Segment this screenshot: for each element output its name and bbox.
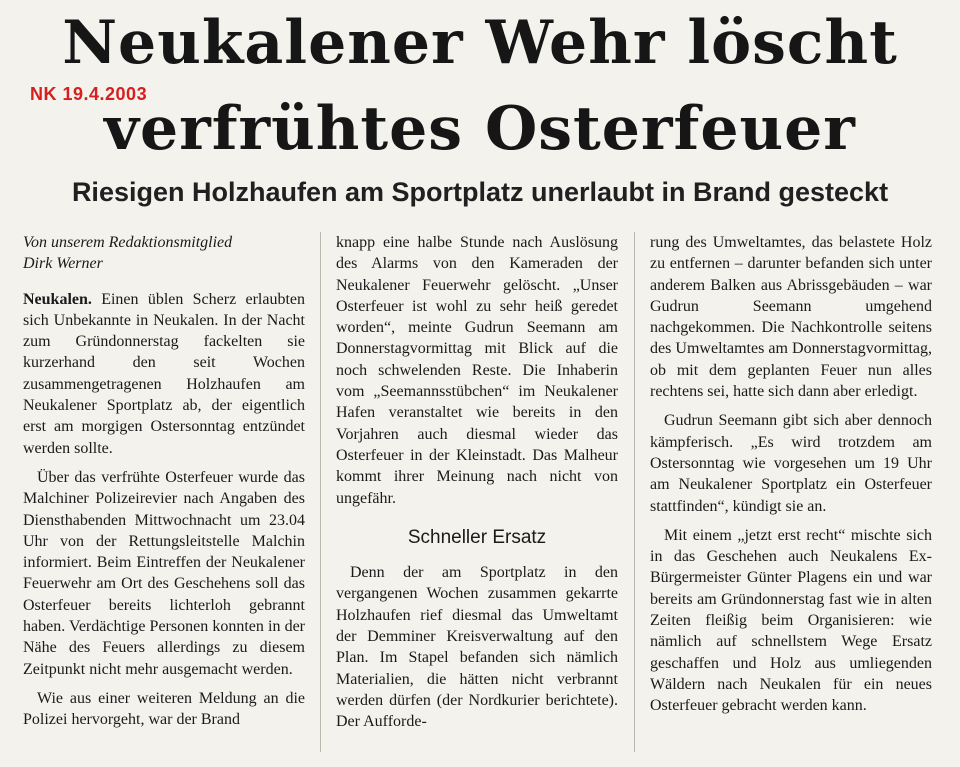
paragraph-continued: Wie aus einer weiteren Meldung an die Polizei hervorgeht, war der Brand [23,689,305,729]
paragraph-continued: knapp eine halbe Stunde nach Auslösung des Alarms von den Kameraden der Neukalener Feuerwehr gelöscht. „Unser Osterfeuer ist wohl zu sehr heiß geredet worden“, meinte Gudrun Seemann am Donnerstagvormittag mit Blick auf die noch schwelenden Reste. Die Inhaberin vom „Seemannsstübchen“ im Neukalener Hafen veranstaltet wie bereits in den Vorjahren auch diesmal wieder das Osterfeuer in der Kleinstadt. Das Malheur kommt ihrer Meinung nach nicht von ungefähr. [336,234,618,507]
paragraph [23,289,305,459]
paragraph: Gudrun Seemann gibt sich aber dennoch kämpferisch. „Es wird trotzdem am Ostersonntag wie vorgesehen um 19 Uhr am Neukalener Sportplatz ein Osterfeuer stattfinden“, kündigt sie an. [650,412,932,515]
section-heading: Schneller Ersatz [407,526,547,548]
headline-line-2: verfrühtes Osterfeuer [104,94,856,164]
paragraph-continued: rung des Umweltamtes, das belastete Holz zu entfernen – darunter befanden sich unter anderem Balken aus Abrissgebäuden – war Gudrun Seemann umgehend nachgekommen. Die Nachkontrolle seitens des Umweltamtes am Donnerstagvormittag, ob mit dem geplanten Feuer nun alles rechtens sei, hatte sich dann aber erledigt. [650,234,932,401]
paragraph: Über das verfrühte Osterfeuer wurde das Malchiner Polizeirevier nach Angaben des Diensthabenden Mittwochnacht um 23.04 Uhr von der Rettungsleitstelle Malchin informiert. Beim Eintreffen der Neukalener Feuerwehr am Ort des Geschehens soll das Osterfeuer bereits lichterloh gebrannt haben. Verdächtige Personen konnten in der Nähe des Feuers allerdings zu diesem Zeitpunkt nicht mehr ausgemacht werden. [23,468,305,678]
dateline: Neukalen. [23,290,92,308]
paragraph-continued: Denn der am Sportplatz in den vergangenen Wochen zusammen gekarrte Holzhaufen rief diesmal das Umweltamt der Demminer Kreisverwaltung auf den Plan. Im Stapel befanden sich nämlich Materialien, die hätten nicht verbrannt werden dürfen (der Nordkurier berichtete). Der Aufforde- [336,564,618,731]
column-divider [320,232,321,752]
paragraph-text: Einen üblen Scherz erlaubten sich Unbekannte in Neukalen. In der Nacht zum Gründonnerstag fackelten sie kurzerhand den seit Wochen zusammengetragenen Holzhaufen am Neukalener Sportplatz ab, der eigentlich erst am morgigen Ostersonntag entzündet werden sollte. [23,290,305,457]
article-column-1 [23,232,305,731]
subheadline: Riesigen Holzhaufen am Sportplatz unerlaubt in Brand gesteckt [71,177,889,207]
byline-author: Dirk Werner [23,255,103,273]
byline-line-1: Von unserem Redaktionsmitglied [23,234,233,251]
date-stamp: NK 19.4.2003 [30,84,148,104]
article-column-2 [336,232,618,733]
column-divider [634,232,635,752]
article-column-3 [650,232,932,717]
headline-line-1: Neukalener Wehr löscht [62,8,898,78]
byline [23,232,305,275]
paragraph: Mit einem „jetzt erst recht“ mischte sich in das Geschehen auch Neukalens Ex-Bürgermeister Günter Plagens ein und war bereits am Gründonnerstag fast wie in alten Zeiten fleißig beim Organisieren: wie nämlich auf schnellstem Wege Ersatz geschaffen und Holz aus umliegenden Wäldern nach Neukalen für ein neues Osterfeuer gebracht werden kann. [650,526,932,715]
